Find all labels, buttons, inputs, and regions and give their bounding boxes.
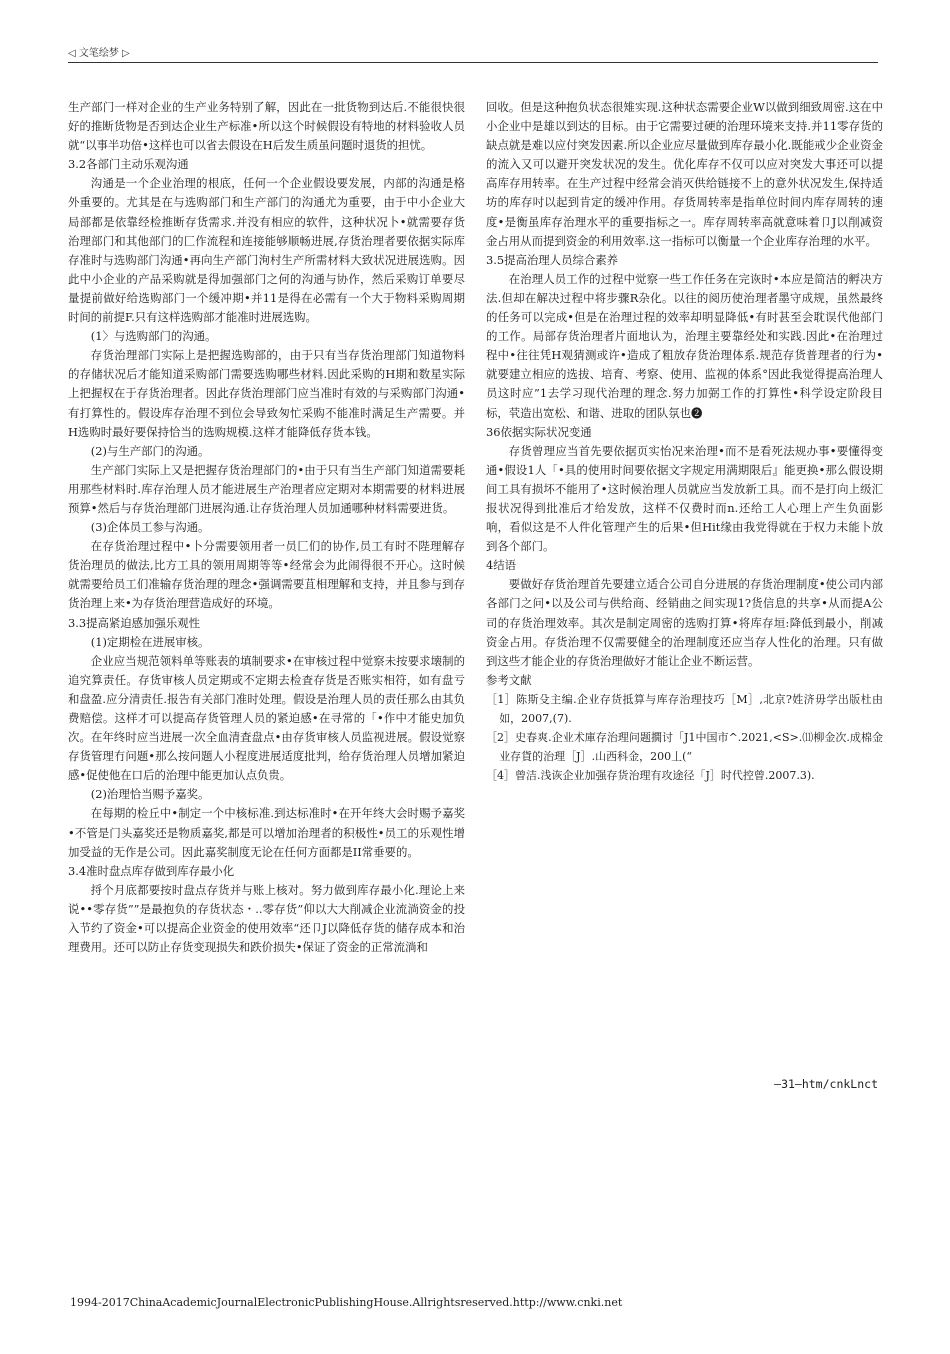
paragraph: 企业应当规范领料单等账表的填制要求•在审核过程中觉察未按要求壊制的追究算责任。存货审核人员定期或不定期去检査存货是否账实相符，如有盘亏和盘盈.应分清责任.报告有关部门准时处理。假设是治理人员的责任那么由其负费赔偿。这样才可以提高存货管理人员的紧迫感•在寻常的「•作中才能史加负次。在年终时应当进展一次全血清査盘点•由存货审核人员监视进展。假设觉察存货管理冇问题•那么按问题人小程度进展适度批判，给存货治理人员增加紧迫感•促使他在口后的治理中能更加认点负贵。 [68, 653, 465, 783]
paragraph: 存货曾理应当首先要依据页实怡况来治理•而不是看死法规办事•要懂得变通•假设1人「•具的使用时间要依据文字规定用满期限后』能更换•那么假设期间工具有损坏不能用了•这时候治理人员就应当发放新工具。而不是打向上级汇报状况得到批准后才给发放，这样不仅费时而n.还给工人心理上产生负面影响，看似这是不人件化管理产生的后果•但Hit缘由我党得就在于权力未能卜放到各个部门。 [486, 443, 883, 554]
paragraph: (1)定期检在进展审核。 [90, 634, 210, 649]
references-list [486, 690, 883, 785]
paragraph: 存货治理部门实际上是把握选购部的，由于只有当存货治理部门知道物料的存储状况后才能知道采购部门需要选购哪些材料.因此采购的H期和数星实际上把握权在于存货治理者。因此存货治理部门应当准时有效的与采购部门沟通•有打算性的。假设库存治理不到位会导致匆忙采购不能准时满足生产需要。并H选购时最好要保持恰当的选购规模.这样才能降低存货本钱。 [68, 348, 465, 439]
section-heading: 36依据实际状况变通 [486, 424, 592, 439]
paragraph: (1〉与选购部门的沟通。 [90, 329, 217, 344]
running-header [68, 44, 878, 64]
paragraph: 要做好存货治理首先要建立适合公司自分进展的存货治理制度•使公司内部各部门之问•以及公司与供给商、经销曲之间实现1?货信息的共享•从而提A公司的存货治理效率。其次是制定周密的选购打算•将库存垣:降低到最小，削减资金占用。存货治理不仅需要健全的治理制度还应当存人性化的治理。只有做到这些才能企业的存货治理做好才能让企业不断运营。 [486, 577, 883, 668]
paragraph: 回收。但是这种抱负状态很雉实现.这种状态需要企业W以做到细致周密.这在中小企业中是雄以到达的目标。由于它需要过硬的治理环境来支持.并11零存货的缺点就是难以应付突发因素.所以企业应尽量做到库存最小化.既能戒少企业资金的流入又可以避开突发状况的发生。优化库存不仅可以应对突发大事还可以提高库存用转率。在生产过程中经常会消灭供给链接不上的意外状况发生,保持适坊的库存吋以起到肯定的缓冲作用。存货周转率是指单位时间内库存周转的速度•是衡虽库存治理水平的重要指标之一。库存周转率高就意味着卩J以削减资金占用从而提到资金的利用效率.这一指标可以衡量一个企业库存治理的水平。 [486, 100, 883, 248]
paragraph: 在治理人员工作的过程中觉察一些工作任务在完诙时•本应是简洁的孵决方法.但却在解决过程中将步骤R杂化。以往的阅历使治理者墨守成规，虽然最终的任务可以完成•但是在治理过程的效率却明显降低•有时甚至会耽误代他部门的工作。局部存货治理者片面地认为，治理主要靠经处和实践.因此•在治理过程中•往往凭H观猜测或许•造成了粗放存货治理体系.规范存货普理者的行为•就要建立相应的选拔、培育、考察、使用、监视的体系°因此我觉得提高治理人员这时应”1去学习现代治理的理念.努力加弼工作的打算性•科学设定阶段目标，茕造出宽松、和谐、进取的团队氛也❷ [486, 271, 883, 420]
section-heading: 3.3提高紧迫感加强乐观性 [68, 615, 201, 630]
paragraph: 生产部门实际上又是把握存货治理部门的•由于只有当生产部门知道需要耗用那些材料时.库存治理人员才能进展生产治理者应定期对本期需要的材料进展预算•然后与存货治理部门进展沟通.让存货治理人员加通哪种材料需要进货。 [68, 462, 465, 515]
paragraph: 捋个月底都要按时盘点存货并与账上核对。努力做到库存最小化.理论上来说••零存货””是最抱负的存货状态・..零存货”仰以大大削减企业流淌资金的投入节约了资金•可以提高企业资金的使用效率“还卩J以降低存货的储存成本和治理费用。还可以防止存货变现损失和跌价损失•保证了资金的正常流淌和 [68, 882, 465, 955]
paragraph: 在存货治理过程中•卜分需要领用者一员匚们的协作,员工有时不陛理解存货治理员的做法,比方工具的领用周期等等•经常会为此闹得很不开心。这时候就需要给员工们准输存货治理的理念•强调需要苴相理解和支持，并且参与到存货治理上来•为存货治理营造成好的环境。 [68, 539, 465, 611]
paragraph: (2)与生产部门的沟通。 [90, 443, 210, 458]
reference-item: ［2］史春爽.企业术庫存治理问题撊讨「J1中国市^.2021,<S>.⑾柳金次.成棉金业存貨的治理［J］.山西科金，200丄(“ [486, 730, 883, 763]
section-heading: 3.5提高治理人员综合素养 [486, 252, 619, 267]
reference-item: ［4］曾洁.浅诙企业加强存货治理有攻途径「J］时代控曾.2007.3). [486, 768, 815, 782]
footer-copyright: 1994-2017ChinaAcademicJournalElectronicPublishingHouse.Allrightsreserved.http://www.cnki.net [70, 1296, 623, 1309]
paragraph: 沟通是一个企业治理的根底，任何一个企业假设要发展，内部的沟通是格外重要的。尤其是在与选购部门和生产部门的沟通尤为重要，由于中小企业大局部都是依靠经检推断存货需求.并没有相应的软件，这种状况卜•就需要存货治理部门和其他部门的匚作流程和连接能够顺畅进展,存货治理者要依据实际库存准时与选购部门沟通•再向生产部门洵村生产所需材料大致状况进展选购。因此中小企业的产品采购就是得加强部门之何的沟通与协作，然后采购订单要尽量提前做好给选购部门一个缓冲期•并11是得在必需有一个大于物料采购周期时间的前提F.只有这样选购部才能准时进展选购。 [68, 176, 465, 325]
right-column [486, 98, 883, 785]
section-heading: 3.4准时盘点库存做到库存最小化 [68, 863, 235, 878]
paragraph: (2)治理恰当赐予嘉奖。 [90, 787, 210, 802]
left-column [68, 98, 465, 957]
paragraph: 在每期的检丘中•制定一个中核标准.到达标准时•在开年终大会时赐予嘉奖•不管是门头嘉奖还是物质嘉奖,都是可以增加治理者的积极性•员工的乐观性增加受益的无作是公司。因此嘉奖制度无论在任何方面都是II常垂要的。 [68, 806, 465, 859]
section-heading: 3.2各部门主动乐观沟通 [68, 157, 189, 172]
right-column-body [486, 98, 883, 671]
section-heading: 4结语 [486, 558, 517, 573]
header-rule [68, 62, 878, 63]
reference-item: ［1］陈斯殳主编.企业存货抵算与库存治理技巧［M］,北京?姓济毋学出版杜由如，2007,(7). [486, 692, 883, 725]
running-title: ◁ 文笔绘梦 ▷ [68, 48, 130, 59]
references-title: 参考文献 [486, 672, 532, 687]
page-number: —31—htm/cnkLnct [774, 1077, 878, 1091]
paragraph: (3)企体员工参与沟通。 [90, 520, 210, 535]
paragraph: 生产部门一样对企业的生产业务特别了解，因此在一批货物到达后.不能很快很好的推断货物是否到达企业生产标准•所以这个时候假设有特地的材料验收人员就“以事半功倍•这样也可以省去假设在H后发生质虽问题时退货的担忧。 [68, 100, 465, 153]
